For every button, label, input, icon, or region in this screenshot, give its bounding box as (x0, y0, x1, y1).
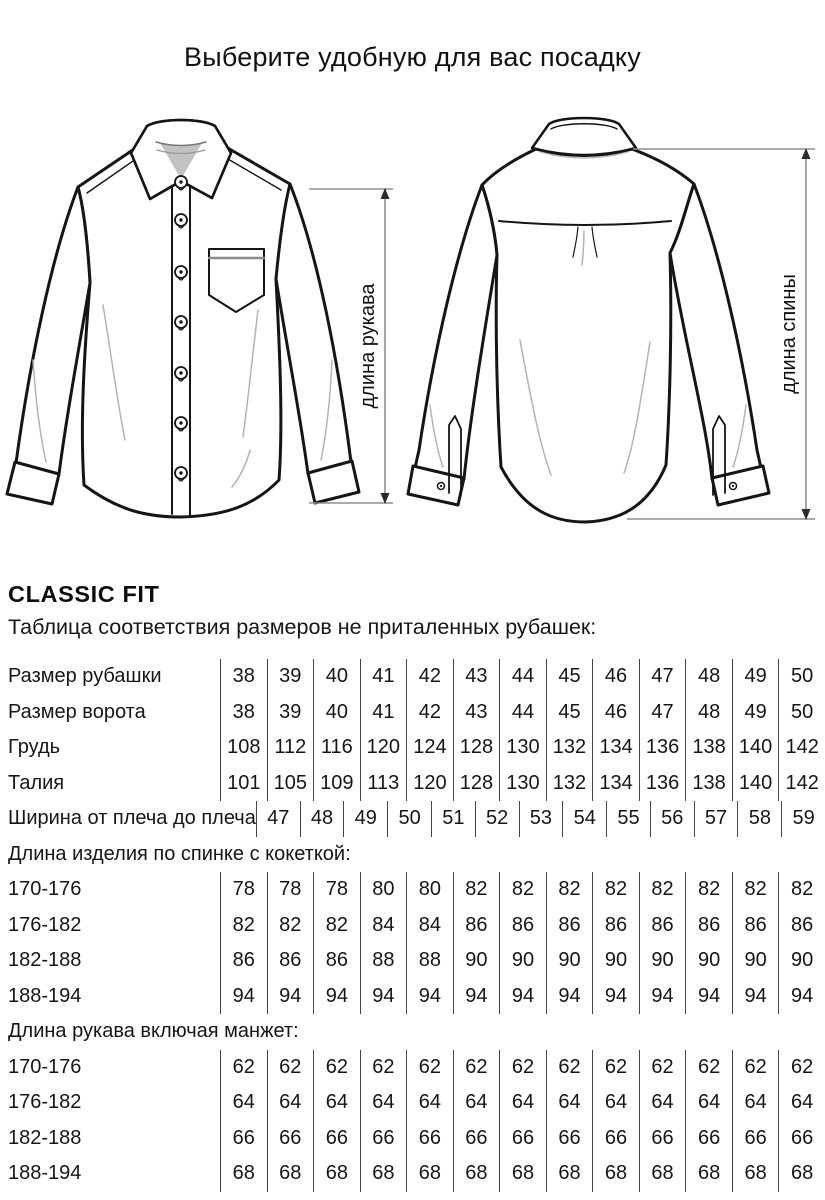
size-value: 62 (453, 1050, 500, 1086)
size-value: 78 (313, 872, 360, 908)
size-value: 41 (360, 695, 407, 731)
row-label: 188-194 (8, 1162, 82, 1184)
back-length-label: длина спины (778, 274, 800, 394)
size-value: 94 (360, 979, 407, 1015)
row-label: Грудь (8, 736, 61, 758)
size-value: 68 (778, 1156, 825, 1192)
size-value: 132 (546, 766, 593, 802)
size-table (8, 659, 825, 1192)
size-value: 47 (639, 695, 686, 731)
size-value: 86 (220, 943, 267, 979)
size-value: 82 (499, 872, 546, 908)
table-row (8, 1050, 825, 1086)
table-row (8, 908, 825, 944)
size-value: 48 (685, 659, 732, 695)
size-value: 68 (267, 1156, 314, 1192)
size-value: 132 (546, 730, 593, 766)
size-value: 46 (592, 659, 639, 695)
size-value: 136 (639, 730, 686, 766)
size-value: 48 (685, 695, 732, 731)
size-value: 64 (685, 1085, 732, 1121)
size-value: 62 (313, 1050, 360, 1086)
size-value: 84 (406, 908, 453, 944)
size-value: 94 (313, 979, 360, 1015)
size-value: 66 (546, 1121, 593, 1157)
size-value: 128 (453, 766, 500, 802)
size-value: 62 (592, 1050, 639, 1086)
size-value: 43 (453, 695, 500, 731)
sleeve-length-label: длина рукава (357, 283, 379, 409)
size-value: 56 (650, 801, 694, 837)
size-value: 94 (592, 979, 639, 1015)
size-value: 80 (360, 872, 407, 908)
size-value: 78 (267, 872, 314, 908)
size-value: 94 (406, 979, 453, 1015)
size-value: 66 (360, 1121, 407, 1157)
size-value: 88 (360, 943, 407, 979)
size-value: 40 (313, 659, 360, 695)
size-value: 88 (406, 943, 453, 979)
size-value: 90 (732, 943, 779, 979)
size-value: 138 (685, 730, 732, 766)
size-value: 94 (267, 979, 314, 1015)
size-value: 50 (778, 695, 825, 731)
size-value: 62 (685, 1050, 732, 1086)
page-title: Выберите удобную для вас посадку (184, 42, 641, 72)
size-value: 66 (778, 1121, 825, 1157)
size-value: 78 (220, 872, 267, 908)
size-value: 90 (639, 943, 686, 979)
size-value: 64 (360, 1085, 407, 1121)
size-value: 44 (499, 659, 546, 695)
row-label: 176-182 (8, 913, 82, 936)
table-row (8, 1121, 825, 1157)
size-value: 82 (732, 872, 779, 908)
size-value: 64 (313, 1085, 360, 1121)
size-value: 116 (313, 730, 360, 766)
size-value: 109 (313, 766, 360, 802)
size-value: 68 (639, 1156, 686, 1192)
back-collar (532, 118, 636, 158)
table-subtitle: Таблица соответствия размеров не приталенных рубашек: (8, 615, 597, 639)
size-value: 90 (592, 943, 639, 979)
size-value: 134 (592, 730, 639, 766)
size-value: 138 (685, 766, 732, 802)
size-value: 86 (546, 908, 593, 944)
row-label: Размер ворота (8, 700, 146, 723)
size-value: 80 (406, 872, 453, 908)
size-value: 66 (406, 1121, 453, 1157)
row-label: 182-188 (8, 949, 82, 971)
size-value: 82 (313, 908, 360, 944)
size-value: 124 (406, 730, 453, 766)
shirt-measurement-diagram (0, 105, 825, 553)
size-value: 64 (267, 1085, 314, 1121)
size-value: 38 (220, 659, 267, 695)
size-value: 66 (499, 1121, 546, 1157)
size-value: 39 (267, 659, 314, 695)
table-row (8, 1156, 825, 1192)
size-value: 68 (313, 1156, 360, 1192)
size-value: 84 (360, 908, 407, 944)
section-header: Длина изделия по спинке с кокеткой: (8, 842, 351, 865)
size-value: 49 (732, 659, 779, 695)
size-value: 62 (267, 1050, 314, 1086)
size-value: 66 (313, 1121, 360, 1157)
size-value: 42 (406, 695, 453, 731)
size-value: 130 (499, 730, 546, 766)
front-shirt-drawing (7, 120, 359, 517)
size-value: 90 (685, 943, 732, 979)
size-value: 64 (592, 1085, 639, 1121)
size-value: 41 (360, 659, 407, 695)
size-value: 86 (685, 908, 732, 944)
size-value: 66 (453, 1121, 500, 1157)
size-value: 112 (267, 730, 314, 766)
size-value: 45 (546, 695, 593, 731)
size-value: 40 (313, 695, 360, 731)
size-value: 47 (256, 801, 300, 837)
size-value: 68 (406, 1156, 453, 1192)
size-value: 66 (220, 1121, 267, 1157)
size-value: 86 (732, 908, 779, 944)
size-value: 120 (406, 766, 453, 802)
table-row (8, 979, 825, 1015)
row-label: 170-176 (8, 878, 82, 900)
size-value: 64 (778, 1085, 825, 1121)
size-value: 55 (606, 801, 650, 837)
row-label: 188-194 (8, 984, 82, 1007)
size-value: 86 (453, 908, 500, 944)
size-value: 82 (453, 872, 500, 908)
size-value: 64 (732, 1085, 779, 1121)
size-value: 82 (778, 872, 825, 908)
size-value: 42 (406, 659, 453, 695)
size-value: 47 (639, 659, 686, 695)
size-value: 48 (300, 801, 344, 837)
section-header: Длина рукава включая манжет: (8, 1020, 299, 1042)
back-shirt-drawing (408, 118, 769, 522)
size-value: 86 (267, 943, 314, 979)
size-value: 82 (267, 908, 314, 944)
size-value: 46 (592, 695, 639, 731)
table-row (8, 872, 825, 908)
size-value: 94 (639, 979, 686, 1015)
size-value: 86 (592, 908, 639, 944)
size-value: 66 (267, 1121, 314, 1157)
size-value: 94 (546, 979, 593, 1015)
size-value: 64 (639, 1085, 686, 1121)
size-value: 68 (592, 1156, 639, 1192)
size-value: 39 (267, 695, 314, 731)
size-value: 62 (499, 1050, 546, 1086)
row-label: 170-176 (8, 1055, 82, 1078)
size-value: 54 (562, 801, 606, 837)
size-value: 90 (453, 943, 500, 979)
size-value: 66 (685, 1121, 732, 1157)
row-label: Размер рубашки (8, 665, 162, 687)
size-value: 49 (343, 801, 387, 837)
size-value: 52 (475, 801, 519, 837)
size-value: 82 (220, 908, 267, 944)
row-label: 182-188 (8, 1126, 82, 1149)
size-value: 62 (546, 1050, 593, 1086)
size-value: 64 (499, 1085, 546, 1121)
size-value: 62 (732, 1050, 779, 1086)
size-value: 82 (685, 872, 732, 908)
size-value: 64 (546, 1085, 593, 1121)
size-value: 94 (732, 979, 779, 1015)
size-value: 140 (732, 730, 779, 766)
size-value: 142 (778, 766, 825, 802)
size-value: 105 (267, 766, 314, 802)
size-value: 94 (453, 979, 500, 1015)
size-value: 130 (499, 766, 546, 802)
size-value: 53 (519, 801, 563, 837)
size-value: 66 (732, 1121, 779, 1157)
size-value: 57 (694, 801, 738, 837)
table-row (8, 1085, 825, 1121)
size-value: 62 (406, 1050, 453, 1086)
size-value: 68 (546, 1156, 593, 1192)
size-value: 94 (499, 979, 546, 1015)
size-value: 66 (639, 1121, 686, 1157)
size-value: 86 (778, 908, 825, 944)
size-value: 38 (220, 695, 267, 731)
size-value: 94 (685, 979, 732, 1015)
size-value: 90 (546, 943, 593, 979)
size-value: 64 (453, 1085, 500, 1121)
row-label: Талия (8, 771, 65, 794)
size-value: 101 (220, 766, 267, 802)
size-value: 50 (387, 801, 431, 837)
size-value: 82 (546, 872, 593, 908)
size-value: 62 (639, 1050, 686, 1086)
size-value: 94 (220, 979, 267, 1015)
size-value: 68 (453, 1156, 500, 1192)
size-value: 44 (499, 695, 546, 731)
size-value: 64 (220, 1085, 267, 1121)
size-value: 45 (546, 659, 593, 695)
size-value: 136 (639, 766, 686, 802)
table-row (8, 730, 825, 766)
fit-heading: CLASSIC FIT (8, 581, 160, 607)
size-value: 68 (685, 1156, 732, 1192)
size-value: 68 (732, 1156, 779, 1192)
table-row (8, 801, 825, 837)
table-row (8, 943, 825, 979)
size-value: 142 (778, 730, 825, 766)
size-value: 108 (220, 730, 267, 766)
size-value: 120 (360, 730, 407, 766)
size-value: 86 (639, 908, 686, 944)
size-value: 62 (220, 1050, 267, 1086)
table-row (8, 695, 825, 731)
size-value: 66 (592, 1121, 639, 1157)
size-value: 82 (639, 872, 686, 908)
size-value: 113 (360, 766, 407, 802)
size-value: 94 (778, 979, 825, 1015)
size-value: 68 (220, 1156, 267, 1192)
size-value: 86 (499, 908, 546, 944)
size-value: 58 (737, 801, 781, 837)
size-value: 82 (592, 872, 639, 908)
size-value: 49 (732, 695, 779, 731)
table-row (8, 766, 825, 802)
size-value: 43 (453, 659, 500, 695)
size-value: 68 (499, 1156, 546, 1192)
size-value: 51 (431, 801, 475, 837)
size-value: 59 (781, 801, 825, 837)
size-value: 62 (360, 1050, 407, 1086)
size-value: 86 (313, 943, 360, 979)
row-label: Ширина от плеча до плеча (8, 807, 256, 829)
size-value: 68 (360, 1156, 407, 1192)
size-value: 62 (778, 1050, 825, 1086)
size-value: 50 (778, 659, 825, 695)
table-row (8, 659, 825, 695)
size-value: 134 (592, 766, 639, 802)
size-value: 140 (732, 766, 779, 802)
size-value: 90 (778, 943, 825, 979)
row-label: 176-182 (8, 1091, 82, 1113)
size-value: 90 (499, 943, 546, 979)
size-value: 64 (406, 1085, 453, 1121)
size-value: 128 (453, 730, 500, 766)
